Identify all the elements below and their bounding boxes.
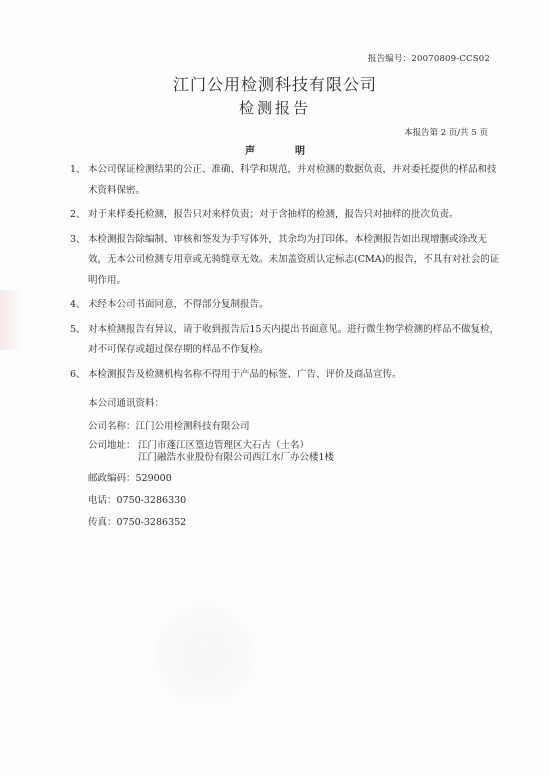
item-text: 对于来样委托检测，报告只对来样负责；对于含抽样的检测，报告只对抽样的批次负责。 — [88, 209, 459, 220]
list-item — [70, 295, 500, 316]
item-text: 本检测报告及检测机构名称不得用于产品的标签、广告、评价及商品宣传。 — [88, 368, 402, 380]
item-text: 未经本公司书面同意，不得部分复制报告。 — [88, 299, 269, 310]
document-title: 检测报告 — [238, 99, 311, 117]
declaration-list — [70, 160, 500, 389]
declaration-title-char-2: 明 — [295, 146, 305, 157]
address-label: 公司地址： — [88, 440, 136, 451]
declaration-title-char-1: 声 — [245, 146, 255, 157]
item-number: 3、 — [70, 233, 86, 245]
report-number-label: 报告编号： — [367, 54, 412, 64]
declaration-title — [0, 142, 550, 157]
contact-intro: 本公司通讯资料： — [88, 398, 165, 409]
item-text: 对本检测报告有异议，请于收到报告后15天内提出书面意见。进行微生物学检测的样品不做复检，对不可保存或超过保存期的样品不作复检。 — [88, 323, 500, 355]
list-item — [70, 160, 500, 201]
item-text: 本检测报告除编制、审核和签发为手写体外，其余均为打印体。本检测报告如出现增删或涂改无效，无本公司检测专用章或无骑缝章无效。未加盖资质认定标志(CMA)的报告，不具有对社会的证明作用。 — [88, 233, 500, 286]
contact-fax: 传真：0750-3286352 — [88, 517, 187, 528]
item-number: 5、 — [70, 323, 86, 335]
list-item — [70, 205, 500, 226]
item-number: 4、 — [70, 299, 86, 310]
contact-zip: 邮政编码：529000 — [88, 473, 172, 484]
item-text: 本公司保证检测结果的公正、准确、科学和规范，并对检测的数据负责，并对委托提供的样品和技术资料保密。 — [88, 164, 497, 196]
report-number-value: 20070809-CCS02 — [411, 54, 490, 64]
contact-company-name: 公司名称：江门公用检测科技有限公司 — [88, 421, 250, 432]
faint-seal-mark — [150, 600, 260, 710]
page-count: 本报告第 2 页/共 5 页 — [404, 128, 488, 138]
item-number: 1、 — [70, 164, 86, 175]
item-number: 6、 — [70, 368, 86, 380]
report-number — [368, 52, 490, 64]
contact-address — [88, 440, 334, 464]
company-name: 江门公用检测科技有限公司 — [172, 75, 377, 94]
address-line-1: 江门市蓬江区篁边管理区大石古（土名） — [138, 440, 310, 451]
item-number: 2、 — [70, 209, 86, 220]
contact-tel: 电话：0750-3286330 — [88, 495, 187, 506]
address-line-2: 江门融浩水业股份有限公司西江水厂办公楼1楼 — [138, 452, 335, 463]
seam-stamp-mark — [0, 290, 22, 350]
list-item — [70, 365, 500, 386]
list-item — [70, 320, 500, 361]
list-item — [70, 230, 500, 292]
